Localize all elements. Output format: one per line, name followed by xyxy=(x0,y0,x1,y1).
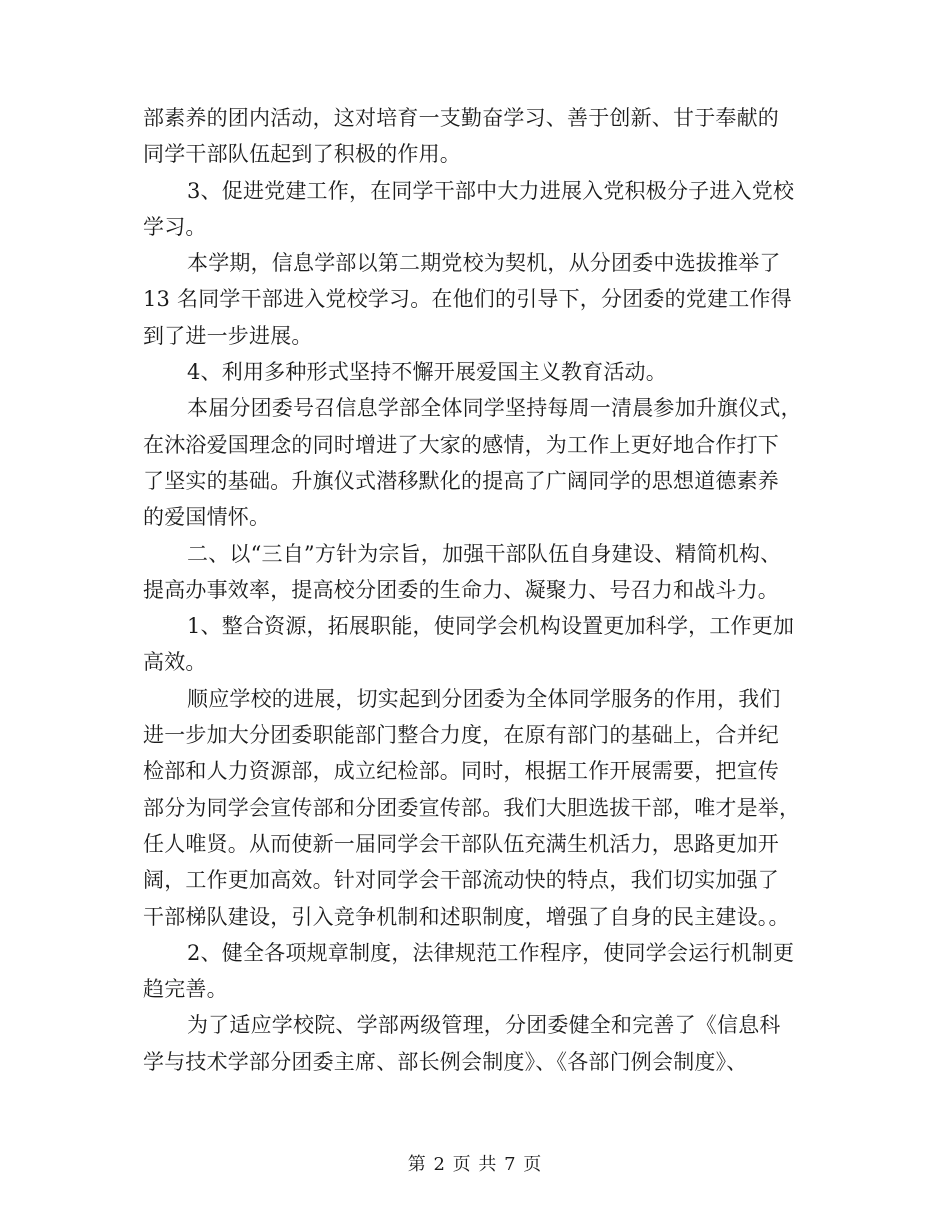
text-line: 3、促进党建工作，在同学干部中大力进展入党积极分子进入党校 xyxy=(187,178,795,203)
text-line: 顺应学校的进展，切实起到分团委为全体同学服务的作用，我们 xyxy=(187,686,781,711)
text-line: 提高办事效率，提高校分团委的生命力、凝聚力、号召力和战斗力。 xyxy=(143,577,779,602)
text-line: 干部梯队建设，引入竞争机制和述职制度，增强了自身的民主建设。。 xyxy=(143,904,790,929)
text-line: 阔，工作更加高效。针对同学会干部流动快的特点，我们切实加强了 xyxy=(143,868,779,893)
text-line: 检部和人力资源部，成立纪检部。同时，根据工作开展需要，把宣传 xyxy=(143,759,779,784)
text-line: 同学干部队伍起到了积极的作用。 xyxy=(143,142,461,167)
text-line: 到了进一步进展。 xyxy=(143,323,313,348)
text-line: 本届分团委号召信息学部全体同学坚持每周一清晨参加升旗仪式， xyxy=(187,396,802,421)
text-line: 在沐浴爱国理念的同时增进了大家的感情，为工作上更好地合作打下 xyxy=(143,432,779,457)
text-line: 学习。 xyxy=(143,214,207,239)
text-line: 1、整合资源，拓展职能，使同学会机构设置更加科学，工作更加 xyxy=(187,614,795,639)
text-line: 部素养的团内活动，这对培育一支勤奋学习、善于创新、甘于奉献的 xyxy=(143,106,779,130)
text-line: 本学期，信息学部以第二期党校为契机，从分团委中选拔推举了 xyxy=(187,251,781,276)
text-line: 的爱国情怀。 xyxy=(143,505,271,530)
text-line: 部分为同学会宣传部和分团委宣传部。我们大胆选拔干部，唯才是举， xyxy=(143,795,801,820)
text-line: 二、以“三自”方针为宗旨，加强干部队伍自身建设、精简机构、 xyxy=(187,541,782,566)
text-line: 任人唯贤。从而使新一届同学会干部队伍充满生机活力，思路更加开 xyxy=(143,831,779,856)
text-line: 趋完善。 xyxy=(143,977,228,1002)
text-line: 进一步加大分团委职能部门整合力度，在原有部门的基础上，合并纪 xyxy=(143,723,779,748)
text-line: 高效。 xyxy=(143,650,207,675)
text-line: 学与技术学部分团委主席、部长例会制度》、《各部门例会制度》、 xyxy=(143,1049,748,1074)
page-footer: 第 2 页 共 7 页 xyxy=(407,1154,543,1175)
text-line: 了坚实的基础。升旗仪式潜移默化的提高了广阔同学的思想道德素养 xyxy=(143,468,779,493)
document-body xyxy=(143,100,813,1080)
text-line: 4、利用多种形式坚持不懈开展爱国主义教育活动。 xyxy=(187,360,667,385)
text-line: 13 名同学干部进入党校学习。在他们的引导下，分团委的党建工作得 xyxy=(143,287,792,312)
text-line: 2、健全各项规章制度，法律规范工作程序，使同学会运行机制更 xyxy=(187,940,795,965)
text-line: 为了适应学校院、学部两级管理，分团委健全和完善了《信息科 xyxy=(187,1013,781,1038)
